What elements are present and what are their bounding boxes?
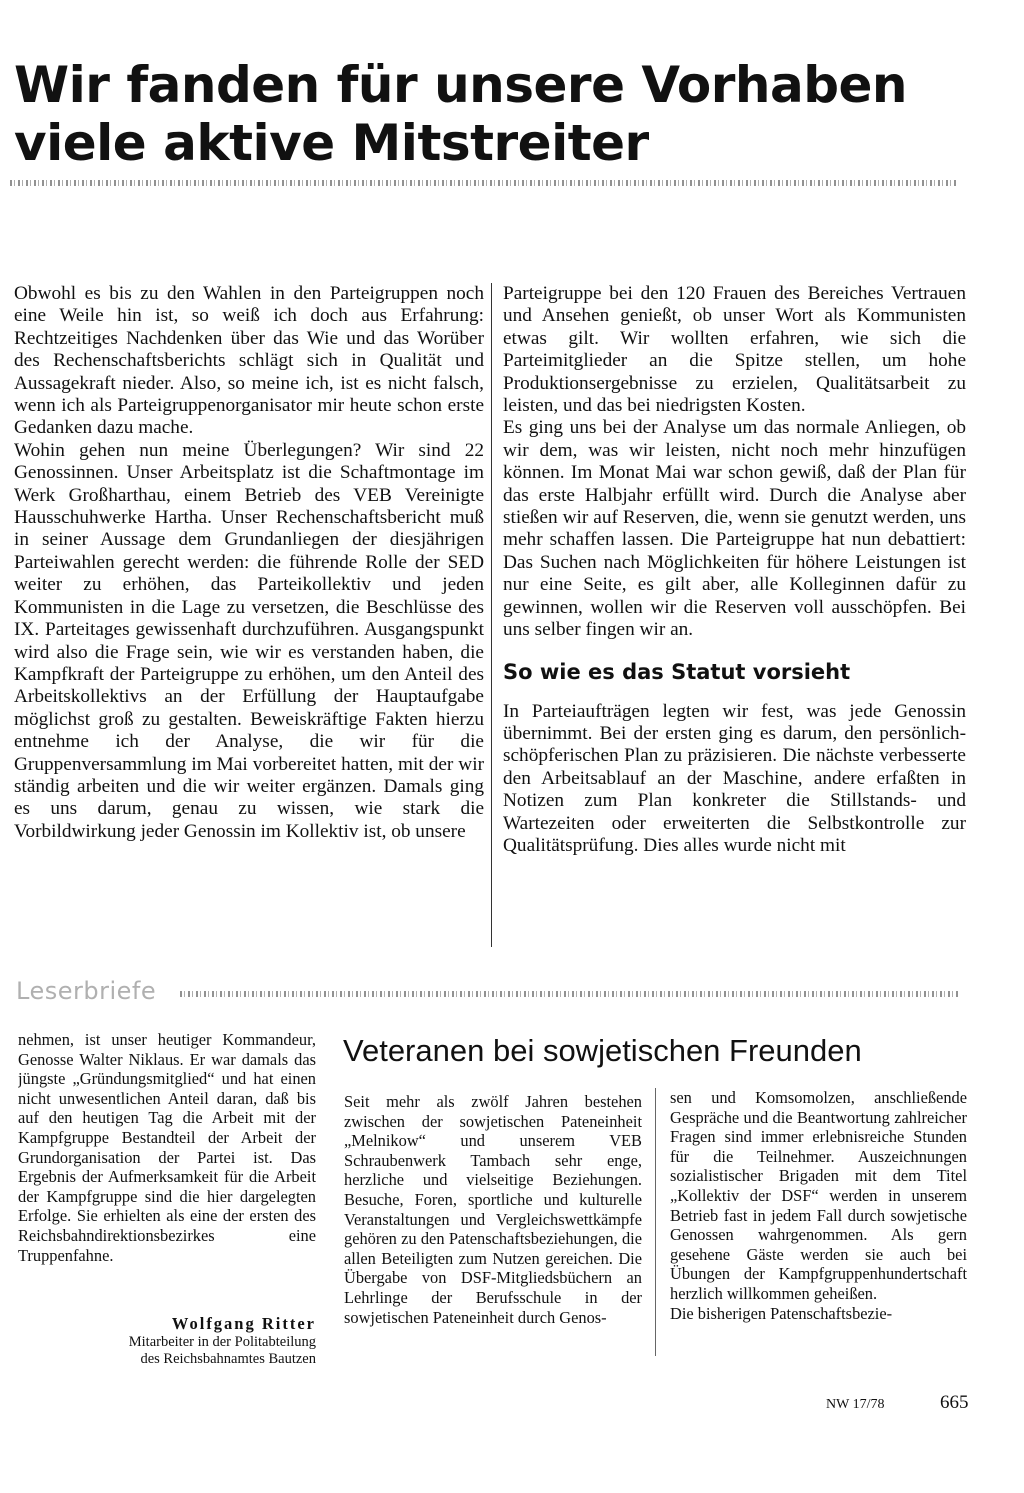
letter-signature xyxy=(18,1314,316,1368)
headline-line-2: viele aktive Mitstreiter xyxy=(14,114,649,172)
article-headline xyxy=(14,56,974,172)
issue-number: NW 17/78 xyxy=(826,1397,885,1412)
page-number: 665 xyxy=(940,1392,969,1413)
article-column-1 xyxy=(14,283,484,947)
headline-line-1: Wir fanden für unsere Vorhaben xyxy=(14,56,908,114)
column-divider xyxy=(655,1088,656,1356)
veterans-paragraph: sen und Komsomolzen, anschließende Gespräche und die Beantwortung zahlreicher Fragen sind immer erlebnisreiche Stunden für die Teilnehmer. Auszeichnungen sozialistischer Brigaden mit dem Titel „Kollektiv der DSF“ werden in unserem Betrieb fast in jedem Fall durch sowjetische Genossen wahrgenommen. Als gern gesehene Gäste werden sie auch bei Übungen der Kampfgruppenhundertschaft herzlich willkommen geheißen. xyxy=(670,1088,967,1303)
column-divider xyxy=(491,283,492,947)
article-paragraph: Obwohl es bis zu den Wahlen in den Parteigruppen noch eine Weile hin ist, so weiß ich doch aus Erfahrung: Rechtzeitiges Nachdenken über das Wie und das Worüber des Rechenschaftsberichts schlägt sich in Qualität und Aussagekraft nieder. Also, so meine ich, ist es nicht falsch, wenn ich als Parteigruppenorganisator mir heute schon erste Gedanken dazu mache. xyxy=(14,283,484,439)
headline-divider xyxy=(10,180,958,186)
section-divider xyxy=(180,991,960,997)
article-paragraph: Wohin gehen nun meine Überlegungen? Wir sind 22 Genossinnen. Unser Arbeitsplatz ist die Schaftmontage im Werk Großharthau, einem Betrieb des VEB Vereinigte Hausschuhwerke Hartha. Unser Rechenschaftsbericht muß in seiner Aussage dem Grundanliegen der diesjährigen Parteiwahlen gerecht werden: die führende Rolle der SED weiter zu erhöhen, das Parteikollektiv und jeden Kommunisten in die Lage zu versetzen, die Beschlüsse des IX. Parteitages gewissenhaft durchzuführen. Ausgangspunkt wird also die Frage sein, wie wir es verstanden haben, die Kampfkraft der Parteigruppe zu erhöhen, um den Anteil des Arbeitskollektivs an der Erfüllung der Hauptaufgabe möglichst groß zu gestalten. Beweiskräftige Fakten hierzu entnehme ich der Analyse, die wir für die Gruppenversammlung im Mai vorbereitet hatten, mit der wir ständig arbeiten und die wir weiter ergänzen. Damals ging es uns darum, genau zu wissen, wie stark die Vorbildwirkung jeder Genossin im Kollektiv ist, ob unsere xyxy=(14,439,484,842)
veterans-article-title: Veteranen bei sowjetischen Freunden xyxy=(343,1033,862,1068)
author-role-line-2: des Reichsbahnamtes Bautzen xyxy=(140,1351,316,1367)
veterans-paragraph: Die bisherigen Patenschaftsbezie- xyxy=(670,1303,893,1323)
article-paragraph: In Parteiaufträgen legten wir fest, was jede Genossin übernimmt. Bei der ersten ging es darum, den persönlich-schöpferischen Plan zu präzisieren. Die nächste verbesserte den Arbeitsablauf an der Maschine, andere erfaßten in Notizen zum Plan konkreter die Stillstands- und Wartezeiten oder erweiterten die Selbstkontrolle zur Qualitätsprüfung. Dies alles wurde nicht mit xyxy=(503,700,966,856)
article-paragraph: Es ging uns bei der Analyse um das normale Anliegen, ob wir dem, was wir leisten, nicht noch mehr hinzufügen können. Im Monat Mai war schon gewiß, daß der Plan für das erste Halbjahr erfüllt wird. Durch die Analyse aber stießen wir auf Reserven, die, wenn sie genutzt werden, uns mehr schaffen lassen. Die Parteigruppe hat nun debattiert: Das Suchen nach Möglichkeiten für höhere Leistungen ist nur eine Seite, es gilt aber, alle Kolleginnen dafür zu gewinnen, wollen wir die Reserven voll ausschöpfen. Bei uns selber fingen wir an. xyxy=(503,417,966,641)
author-role-line-1: Mitarbeiter in der Politabteilung xyxy=(128,1334,316,1350)
veterans-column-1 xyxy=(344,1092,642,1370)
article-subheading: So wie es das Statut vorsieht xyxy=(503,659,851,684)
veterans-paragraph: Seit mehr als zwölf Jahren bestehen zwischen der sowjetischen Pateneinheit „Melnikow“ und unserem VEB Schraubenwerk Tambach sehr enge, herzliche und vielseitige Beziehungen. Besuche, Foren, sportliche und kulturelle Veranstaltungen und Vergleichswettkämpfe gehören zu den Patenschaftsbeziehungen, die allen Beteiligten zum Nutzen gereichen. Die Übergabe von DSF-Mitgliedsbüchern an Lehrlinge der Berufsschule in der sowjetischen Pateneinheit durch Genos- xyxy=(344,1092,642,1327)
veterans-column-2 xyxy=(670,1088,967,1373)
section-label: Leserbriefe xyxy=(16,977,157,1005)
article-paragraph: Parteigruppe bei den 120 Frauen des Bereiches Vertrauen und Ansehen genießt, ob unser Wort als Kommunisten etwas gilt. Wir wollten erfahren, wie sich die Parteimitglieder an die Spitze stellen, um hohe Produktionsergebnisse zu erzielen, Qualitätsarbeit zu leisten, und das bei niedrigsten Kosten. xyxy=(503,283,966,417)
article-column-2 xyxy=(503,283,966,947)
letter-column xyxy=(18,1030,316,1315)
letter-paragraph: nehmen, ist unser heutiger Kommandeur, Genosse Walter Niklaus. Er war damals das jüngste „Gründungsmitglied“ und hat einen nicht unwesentlichen Anteil daran, daß bis auf den heutigen Tag die Arbeit mit der Kampfgruppe Bestandteil der Arbeit der Grundorganisation der Partei ist. Das Ergebnis der Aufmerksamkeit für die Arbeit der Kampfgruppe sind die hier dargelegten Erfolge. Sie erhielten als eine der ersten des Reichsbahndirektionsbezirkes eine Truppenfahne. xyxy=(18,1030,316,1265)
author-name: Wolfgang Ritter xyxy=(171,1314,316,1333)
